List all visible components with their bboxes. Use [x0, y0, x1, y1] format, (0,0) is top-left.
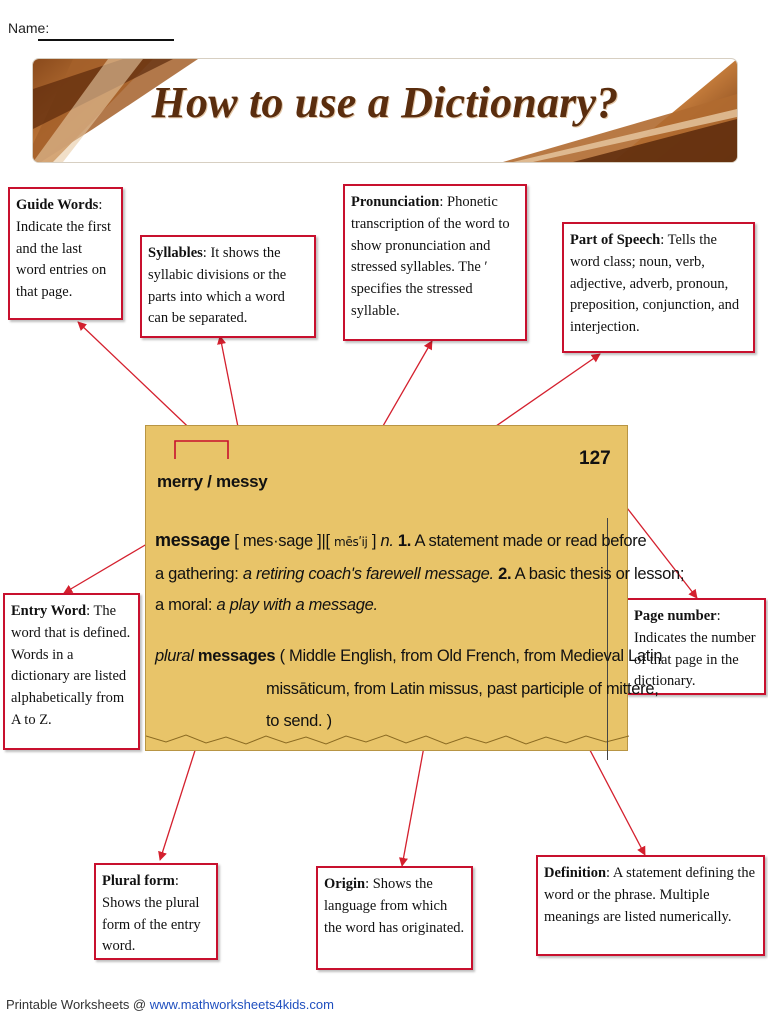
- syllables: mes·sage: [242, 532, 313, 550]
- origin-term: Origin: [324, 876, 366, 892]
- part-of-speech-text: : Tells the word class; noun, verb, adjective, adverb, pronoun, preposition, conjunction, and interjection.: [570, 232, 740, 335]
- definition-text: : A statement defining the word or the phrase. Multiple meanings are listed numerically.: [544, 865, 756, 925]
- origin-line-2: missāticum, from Latin missus, past participle of mittere,: [266, 680, 659, 698]
- syllables-bracket-open: [: [229, 532, 243, 550]
- plural-form-term: Plural form: [102, 873, 175, 889]
- guide-words-bracket: [175, 441, 228, 459]
- definition-box: [536, 855, 765, 956]
- origin-line-3: to send. ): [266, 712, 332, 730]
- syllables-text: : It shows the syllabic divisions or the parts into which a word can be separated.: [148, 245, 287, 327]
- pronunciation-box: [343, 184, 527, 341]
- plural-label: plural: [155, 647, 194, 665]
- plural-form-text: : Shows the plural form of the entry word.: [102, 873, 201, 955]
- arrow-guide-words: [78, 322, 203, 441]
- entry-line-2: [155, 565, 684, 584]
- part-of-speech-box: [562, 222, 755, 353]
- syllables-box: [140, 235, 316, 338]
- guide-words-term: Guide Words: [16, 197, 99, 213]
- guide-words-text: merry / messy: [157, 472, 268, 491]
- arrow-entry-word: [64, 541, 152, 593]
- guide-words-box: [8, 187, 123, 320]
- origin-line-1: ( Middle English, from Old French, from Medieval Latin: [279, 647, 663, 665]
- column-rule: [607, 518, 608, 760]
- torn-edge: [146, 735, 629, 744]
- entry-line-3: [155, 596, 378, 615]
- definition-1-cont: a gathering:: [155, 565, 243, 583]
- definition-2-cont: a moral:: [155, 596, 217, 614]
- guide-words-text: : Indicate the first and the last word entries on that page.: [16, 197, 112, 300]
- syllables-bracket-close: ]: [312, 532, 322, 550]
- entry-line-1: [155, 530, 646, 551]
- page-number-text: : Indicates the number of that page in the dictionary.: [634, 608, 756, 690]
- part-of-speech: n.: [380, 532, 394, 550]
- pron-bracket-open: |[: [321, 532, 335, 550]
- footer: [6, 997, 334, 1012]
- name-label: Name:: [8, 20, 50, 36]
- definition-term: Definition: [544, 865, 607, 881]
- definition-1: A statement made or read before: [414, 532, 647, 550]
- example-2: a play with a message.: [216, 596, 378, 614]
- pron-bracket-close: ]: [367, 532, 377, 550]
- syllables-term: Syllables: [148, 245, 203, 261]
- headword: message: [155, 530, 230, 550]
- definition-number-2: 2.: [498, 565, 512, 583]
- pronunciation: mēsʹij: [334, 535, 368, 549]
- example-1: a retiring coach's farewell message.: [242, 565, 494, 583]
- pronunciation-term: Pronunciation: [351, 194, 440, 210]
- plural-form-box: [94, 863, 218, 960]
- entry-word-term: Entry Word: [11, 603, 87, 619]
- pronunciation-text: : Phonetic transcription of the word to show pronunciation and stressed syllables. The ʹ specifies the stressed syllable.: [351, 194, 510, 319]
- entry-word-box: [3, 593, 140, 750]
- origin-text: : Shows the language from which the word has originated.: [324, 876, 465, 936]
- page-number: 127: [579, 448, 611, 469]
- definition-2: A basic thesis or lesson;: [514, 565, 685, 583]
- plural-word: messages: [197, 647, 276, 665]
- origin-box: [316, 866, 473, 970]
- page-title: How to use a Dictionary?: [151, 78, 619, 127]
- entry-line-plural: [155, 647, 662, 666]
- footer-link[interactable]: www.mathworksheets4kids.com: [149, 997, 334, 1012]
- page-number-term: Page number: [634, 608, 717, 624]
- entry-word-text: : The word that is defined. Words in a dictionary are listed alphabetically from A to Z.: [11, 603, 131, 728]
- footer-prefix: Printable Worksheets @: [6, 997, 150, 1012]
- definition-number-1: 1.: [397, 532, 412, 550]
- part-of-speech-term: Part of Speech: [570, 232, 661, 248]
